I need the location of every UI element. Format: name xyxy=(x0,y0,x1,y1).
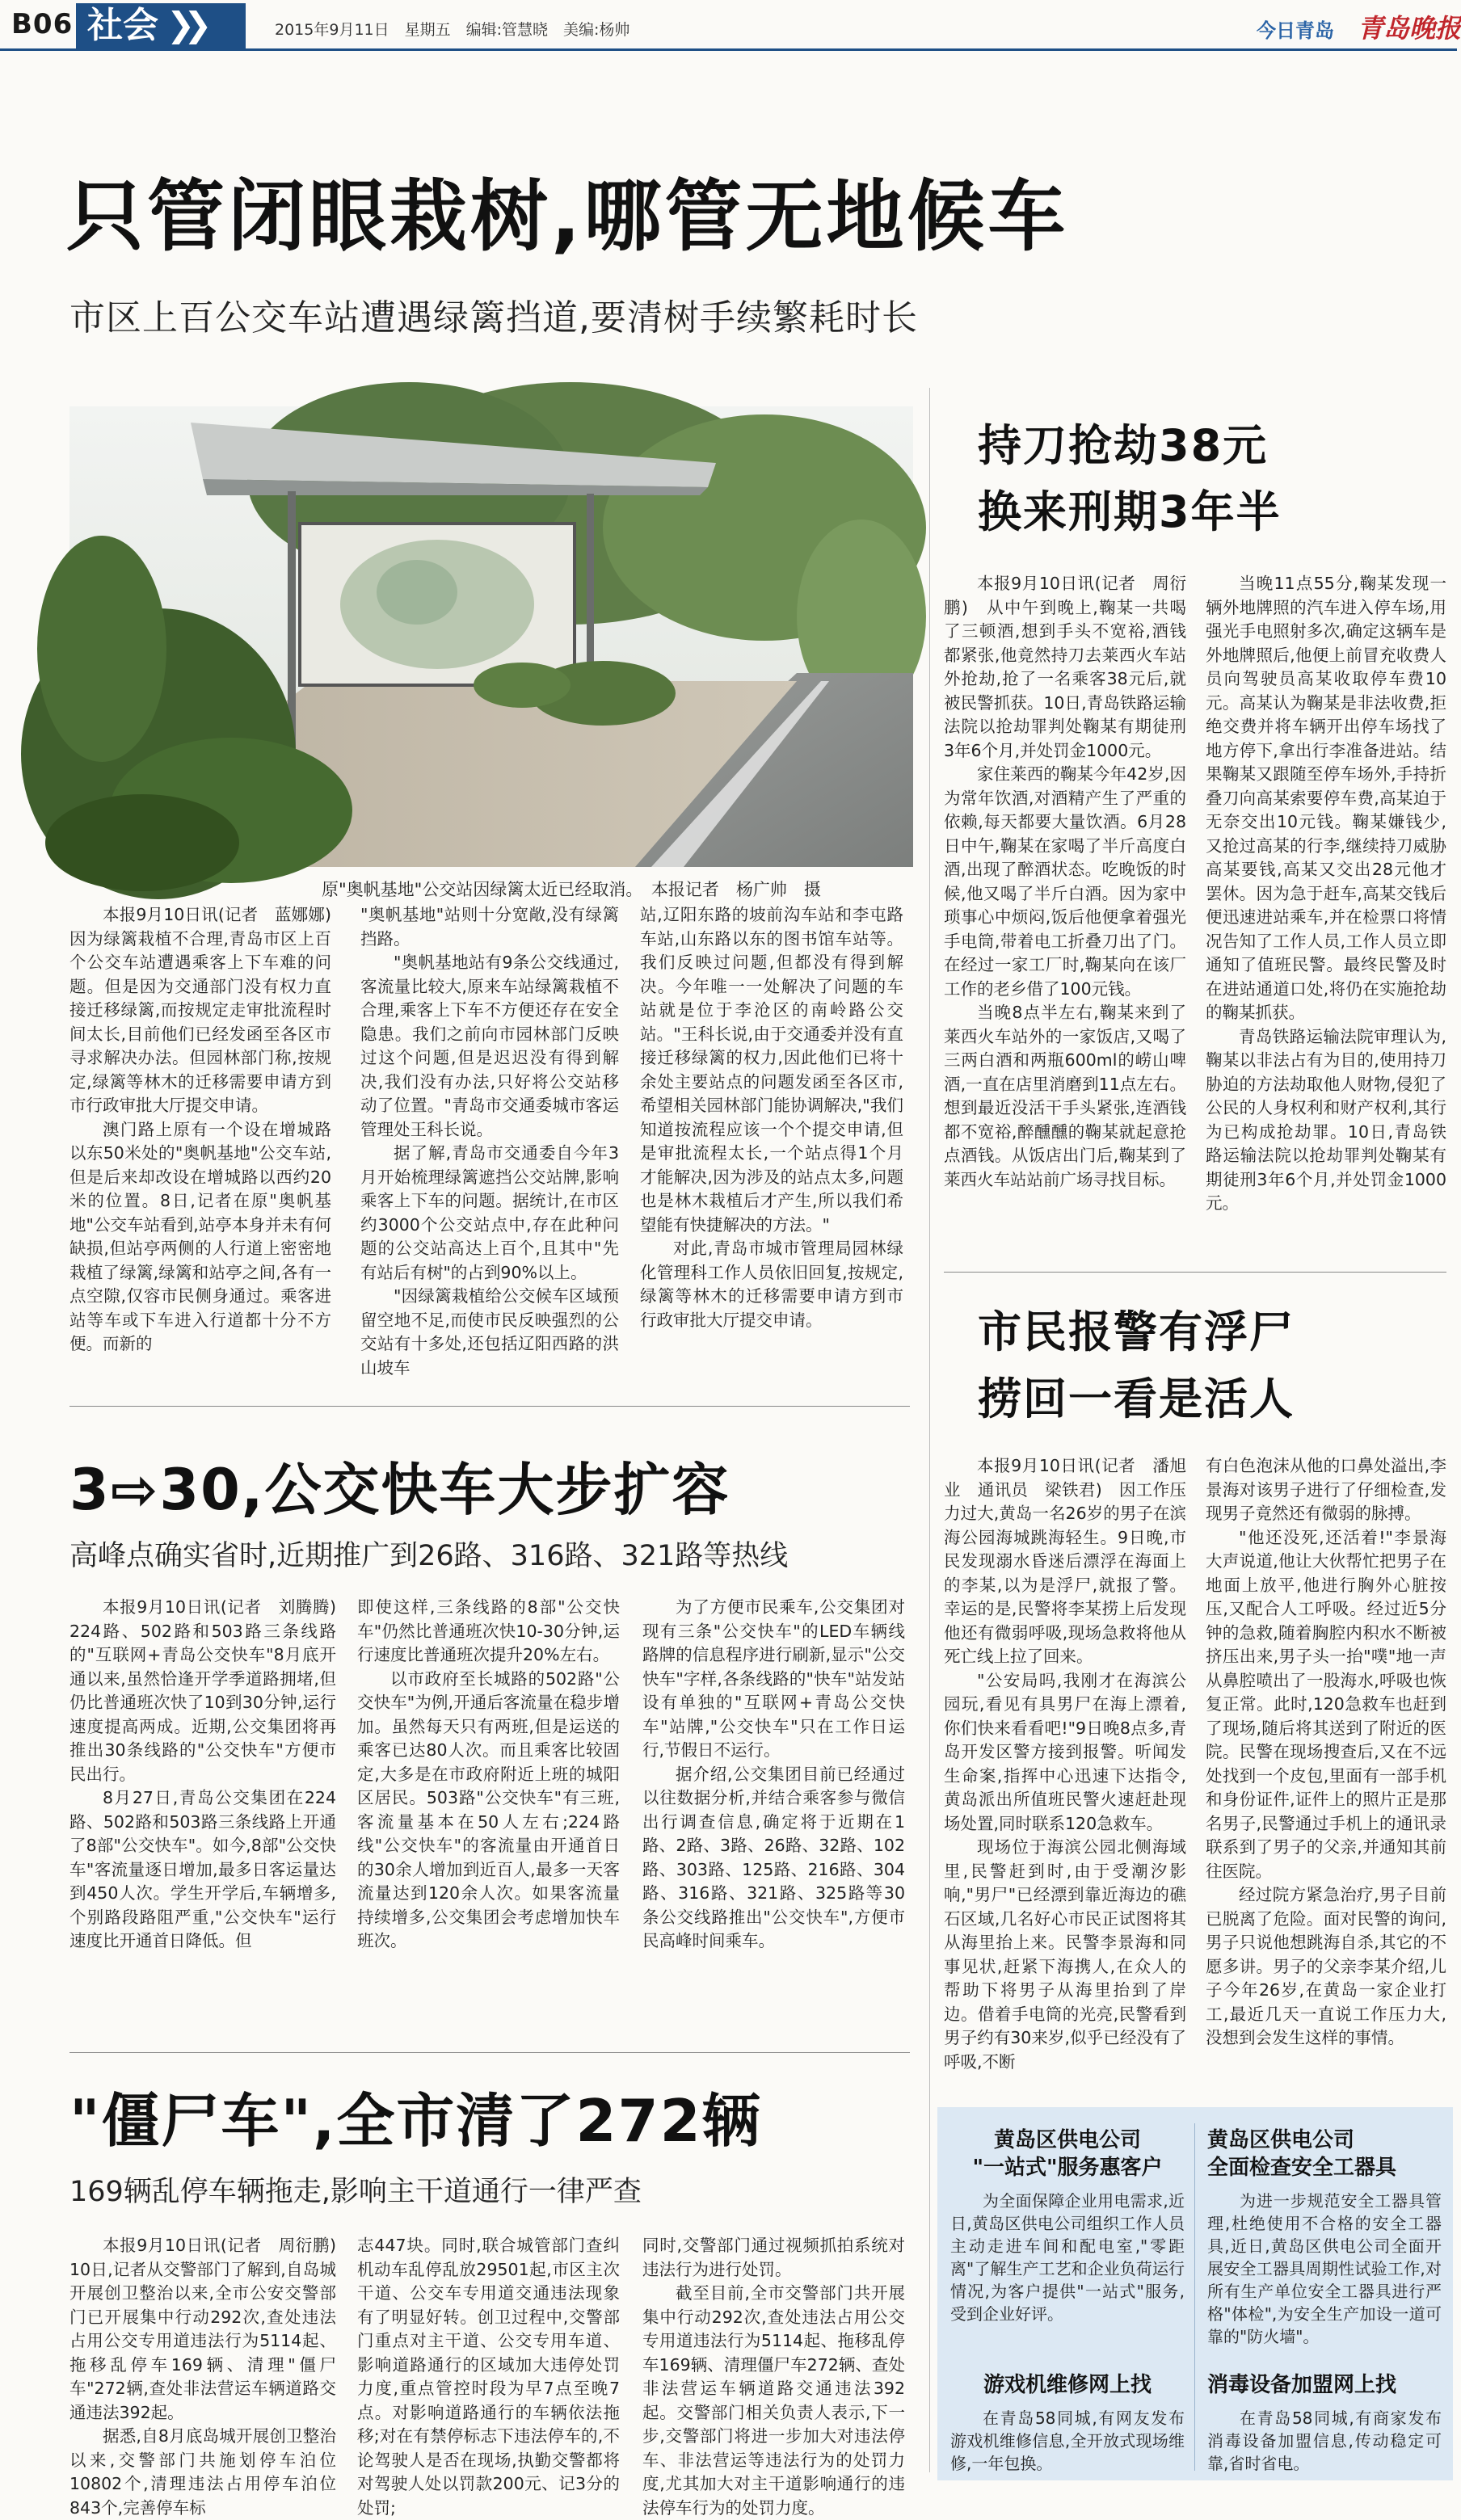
lead-para: "因绿篱栽植给公交候车区域预留空地不足,而使市民反映强烈的公交站有十多处,还包括辽阳西路的洪山坡车 xyxy=(360,1286,619,1378)
masthead-rule xyxy=(0,48,1457,51)
brief-title: 全面检查安全工器具 xyxy=(1207,2156,1397,2180)
brief-body: 为全面保障企业用电需求,近日,黄岛区供电公司组织工作人员主动走进车间和配电室,"零距离"了解生产工艺和企业负荷运行情况,为客户提供"一站式"服务,受到企业好评。 xyxy=(950,2191,1185,2324)
lead-col-3 xyxy=(640,903,903,1364)
floating-col-2 xyxy=(1206,1454,1446,2093)
lead-para: "奥帆基地"站则十分宽敞,没有绿篱挡路。 xyxy=(360,905,619,949)
zombie-para: 本报9月10日讯(记者 周衍鹏) 10日,记者从交警部门了解到,自岛城开展创卫整治以来,全市公安交警部门已开展集中行动292次,查处违法占用公交专用道违法行为5114起、拖移乱停车169辆、清理"僵尸车"272辆,查处非法营运车辆道路交通违法392起。 xyxy=(69,2236,353,2422)
lead-para: 据了解,青岛市交通委自今年3月开始梳理绿篱遮挡公交站牌,影响乘客上下车的问题。据统计,在市区约3000个公交站点中,存在此种问题的公交站高达上百个,且其中"先有站后有树"的占到90%以上。 xyxy=(360,1143,619,1282)
brief-body: 在青岛58同城,有网友发布游戏机维修信息,全开放式现场维修,一年包换。 xyxy=(950,2409,1185,2473)
knife-headline-line2: 换来刑期3年半 xyxy=(978,486,1282,537)
floating-para: 有白色泡沫从他的口鼻处溢出,李景海对该男子进行了仔细检查,发现男子竟然还有微弱的脉搏。 xyxy=(1206,1456,1446,1523)
brief-title: 黄岛区供电公司 xyxy=(1207,2128,1355,2152)
floating-headline-line1: 市民报警有浮尸 xyxy=(978,1306,1295,1357)
brief-title: 游戏机维修网上找 xyxy=(983,2373,1152,2397)
paper-tag: 今日青岛 xyxy=(1257,19,1334,42)
brief-body: 在青岛58同城,有商家发布消毒设备加盟信息,传动稳定可靠,省时省电。 xyxy=(1207,2409,1442,2473)
lead-col-2 xyxy=(360,903,619,1378)
zombie-subhead: 169辆乱停车辆拖走,影响主干道通行一律严查 xyxy=(69,2176,642,2208)
section-rule xyxy=(69,1406,910,1407)
zombie-col-3 xyxy=(642,2234,905,2518)
brief-title: 黄岛区供电公司 xyxy=(993,2128,1141,2152)
zombie-para: 同时,交警部门通过视频抓拍系统对违法行为进行处罚。 xyxy=(642,2236,905,2279)
knife-headline-line1: 持刀抢劫38元 xyxy=(978,420,1269,471)
zombie-para: 志447块。同时,联合城管部门查纠机动车乱停乱放29501起,市区主次干道、公交车专用道交通违法现象有了明显好转。创卫过程中,交警部门重点对主干道、公交专用车道、影响道路通行的区域加大违停处罚力度,重点管控时段为早7点至晚7点。对影响道路通行的车辆依法拖移;对在有禁停标志下违法停车的,不论驾驶人是否在现场,执勤交警都将对驾驶人处以罚款200元、记3分的处罚; xyxy=(357,2236,620,2518)
brief-item xyxy=(950,2371,1185,2475)
knife-col-1 xyxy=(944,572,1186,1332)
knife-para: 青岛铁路运输法院审理认为,鞠某以非法占有为目的,使用持刀胁迫的方法劫取他人财物,侵犯了公民的人身权利和财产权利,其行为已构成抢劫罪。10日,青岛铁路运输法院以抢劫罪判处鞠某有期徒刑3年6个月,并处罚金1000元。 xyxy=(1206,1026,1446,1213)
lead-para: "奥帆基地站有9条公交线通过,客流量比较大,原来车站绿篱栽植不合理,乘客上下车不方便还存在安全隐患。我们之前向市园林部门反映过这个问题,但是迟迟没有得到解决,我们没有办法,只好将公交站移动了位置。"青岛市交通委城市客运管理处王科长说。 xyxy=(360,953,619,1139)
lead-subhead: 市区上百公交车站遭遇绿篱挡道,要清树手续繁耗时长 xyxy=(69,297,918,339)
bus-para: 以市政府至长城路的502路"公交快车"为例,开通后客流量在稳步增加。虽然每天只有两班,但是运送的乘客已达80人次。而且乘客比较固定,大多是在市政府附近上班的城阳区居民。503路"公交快车"有三班,客流量基本在50人左右;224路线"公交快车"的客流量由开通首日的30余人增加到近百人,最多一天客流量达到120余人次。如果客流量持续增多,公交集团会考虑增加快车班次。 xyxy=(357,1668,620,1950)
knife-para: 当晚8点半左右,鞠某来到了莱西火车站外的一家饭店,又喝了三两白酒和两瓶600ml的崂山啤酒,一直在店里消磨到11点左右。想到最近没活干手头紧张,连酒钱都不宽裕,醉醺醺的鞠某就起意抢点酒钱。从饭店出门后,鞠某到了莱西火车站站前广场寻找目标。 xyxy=(944,1003,1186,1189)
bus-para: 本报9月10日讯(记者 刘腾腾) 224路、502路和503路三条线路的"互联网+青岛公交快车"8月底开通以来,虽然恰逢开学季道路拥堵,但仍比普通班次快了10到30分钟,运行速度提高两成。近期,公交集团将再推出30条线路的"公交快车"方便市民出行。 xyxy=(69,1597,353,1784)
knife-para: 当晚11点55分,鞠某发现一辆外地牌照的汽车进入停车场,用强光手电照射多次,确定这辆车是外地牌照后,他便上前冒充收费人员向驾驶员高某收取停车费10元。高某认为鞠某是非法收费,拒绝交费并将车辆开出停车场找了地方停下,拿出行李准备进站。结果鞠某又跟随至停车场外,手持折叠刀向高某索要停车费,高某迫于无奈交出10元钱。鞠某嫌钱少,又抢过高某的行李,继续持刀威胁高某要钱,高某又交出28元他才罢休。因为急于赶车,高某交钱后便迅速进站乘车,并在检票口将情况告知了工作人员,工作人员立即通知了值班民警。最终民警及时在进站通道口处,将仍在实施抢劫的鞠某抓获。 xyxy=(1206,574,1446,1022)
floating-para: 本报9月10日讯(记者 潘旭业 通讯员 梁铁君) 因工作压力过大,黄岛一名26岁的男子在滨海公园海城跳海轻生。9日晚,市民发现溺水昏迷后漂浮在海面上的李某,以为是浮尸,就报了警。幸运的是,民警将李某捞上后发现他还有微弱呼吸,现场急救将他从死亡线上拉了回来。 xyxy=(944,1456,1186,1666)
bus-col-1 xyxy=(69,1596,353,2032)
knife-para: 本报9月10日讯(记者 周衍鹏) 从中午到晚上,鞠某一共喝了三顿酒,想到手头不宽裕,酒钱都紧张,他竟然持刀去莱西火车站外抢劫,抢了一名乘客38元后,就被民警抓获。10日,青岛铁路运输法院以抢劫罪判处鞠某有期徒刑3年6个月,并处罚金1000元。 xyxy=(944,574,1186,760)
zombie-col-2 xyxy=(357,2234,620,2518)
zombie-headline: "僵尸车",全市清了272辆 xyxy=(69,2087,762,2155)
floating-para: 现场位于海滨公园北侧海域里,民警赶到时,由于受潮汐影响,"男尸"已经漂到靠近海边的礁石区域,几名好心市民正试图将其从海里抬上来。民警李景海和同事见状,赶紧下海携人,在众人的帮助下将男子从海里抬到了岸边。借着手电筒的光亮,民警看到男子约有30来岁,似乎已经没有了呼吸,不断 xyxy=(944,1837,1186,2072)
lead-col-1 xyxy=(69,903,348,1364)
lead-para: 本报9月10日讯(记者 蓝娜娜) 因为绿篱栽植不合理,青岛市区上百个公交车站遭遇乘客上下车难的问题。但是因为交通部门没有权力直接迁移绿篱,而按规定走审批流程时间太长,目前他们已经发函至各区市寻求解决办法。但园林部门称,按规定,绿篱等林木的迁移需要申请方到市行政审批大厅提交申请。 xyxy=(69,905,348,1115)
section-tag xyxy=(76,3,246,48)
photo-caption: 原"奥帆基地"公交站因绿篱太近已经取消。 本报记者 杨广帅 摄 xyxy=(322,880,821,899)
bus-subhead: 高峰点确实省时,近期推广到26路、316路、321路等热线 xyxy=(69,1540,789,1572)
floating-para: "他还没死,还活着!"李景海大声说道,他让大伙帮忙把男子在地面上放平,他进行胸外心脏按压,又配合人工呼吸。经过近5分钟的急救,随着胸腔内积水不断被挤压出来,男子头一抬"噗"地一声从鼻腔喷出了一股海水,呼吸也恢复正常。此时,120急救车也赶到了现场,随后将其送到了附近的医院。民警在现场搜查后,又在不远处找到一个皮包,里面有一部手机和身份证件,证件上的照片正是那名男子,民警通过手机上的通讯录联系到了男子的父亲,并通知其前往医院。 xyxy=(1206,1527,1446,1881)
zombie-col-1 xyxy=(69,2234,353,2518)
column-divider xyxy=(929,388,930,2472)
chevron-right-icon: ❯❯ xyxy=(166,5,201,44)
bus-stop-photo xyxy=(69,406,913,867)
knife-col-2 xyxy=(1206,572,1446,1332)
zombie-para: 截至目前,全市交警部门共开展集中行动292次,查处违法占用公交专用道违法行为5114起、拖移乱停车169辆、清理僵尸车272辆、查处非法营运车辆道路交通违法392起。交警部门相关负责人表示,下一步,交警部门将进一步加大对违法停车、非法营运等违法行为的处罚力度,尤其加大对主干道影响通行的违法停车行为的处罚力度。 xyxy=(642,2283,905,2518)
floating-para: 经过院方紧急治疗,男子目前已脱离了危险。面对民警的询问,男子只说他想跳海自杀,其它的不愿多讲。男子的父亲李某介绍,儿子今年26岁,在黄岛一家企业打工,最近几天一直说工作压力大,没想到会发生这样的事情。 xyxy=(1206,1885,1446,2047)
bus-headline: 3⇨30,公交快车大步扩容 xyxy=(69,1457,730,1523)
section-rule xyxy=(69,2052,910,2053)
bus-para: 据介绍,公交集团目前已经通过以往数据分析,并结合乘客参与微信出行调查信息,确定将于近期在1路、2路、3路、26路、32路、102路、303路、125路、216路、304路、316路、321路、325路等30条公交线路推出"公交快车",方便市民高峰时间乘车。 xyxy=(642,1764,905,1950)
brief-body: 为进一步规范安全工器具管理,杜绝使用不合格的安全工器具,近日,黄岛区供电公司全面开展安全工器具周期性试验工作,对所有生产单位安全工器具进行严格"体检",为安全生产加设一道可靠的"防火墙"。 xyxy=(1207,2191,1442,2346)
floating-headline-line2: 捞回一看是活人 xyxy=(978,1374,1295,1424)
masthead xyxy=(0,0,1461,50)
bus-col-2 xyxy=(357,1596,620,2032)
page-number: B06 xyxy=(11,8,74,40)
date-line: 2015年9月11日 星期五 编辑:管慧晓 美编:杨帅 xyxy=(275,21,630,39)
bus-para: 即使这样,三条线路的8部"公交快车"仍然比普通班次快10-30分钟,运行速度比普通班次提升20%左右。 xyxy=(357,1597,620,1664)
briefs-divider xyxy=(1194,2123,1195,2471)
lead-para: 澳门路上原有一个设在增城路以东50米处的"奥帆基地"公交车站,但是后来却改设在增城路以西约20米的位置。8日,记者在原"奥帆基地"公交车站看到,站亭本身并未有何缺损,但站亭两侧的人行道上密密地栽植了绿篱,绿篱和站亭之间,各有一点空隙,仅容市民侧身通过。乘客进站等车或下车进入行道都十分不方便。而新的 xyxy=(69,1119,331,1353)
floating-para: "公安局吗,我刚才在海滨公园玩,看见有具男尸在海上漂着,你们快来看看吧!"9日晚8点多,青岛开发区警方接到报警。听闻发生命案,指挥中心迅速下达指令,黄岛派出所值班民警火速赶赴现场处置,同时联系120急救车。 xyxy=(944,1670,1186,1833)
knife-para: 家住莱西的鞠某今年42岁,因为常年饮酒,对酒精产生了严重的依赖,每天都要大量饮酒。6月28日中午,鞠某在家喝了半斤高度白酒,出现了醉酒状态。吃晚饭的时候,他又喝了半斤白酒。因为家中琐事心中烦闷,饭后他便拿着强光手电筒,带着电工折叠刀出了门。在经过一家工厂时,鞠某向在该厂工作的老乡借了100元钱。 xyxy=(944,764,1186,999)
section-rule xyxy=(944,1272,1446,1273)
newspaper-logo: 青岛晚报 xyxy=(1358,13,1461,44)
lead-para: 站,辽阳东路的坡前沟车站和李屯路车站,山东路以东的图书馆车站等。我们反映过问题,但都没有得到解决。今年唯一一处解决了问题的车站就是位于李沧区的南岭路公交站。"王科长说,由于交通委并没有直接迁移绿篱的权力,因此他们已将十余处主要站点的问题发函至各区市,希望相关园林部门能协调解决,"我们知道按流程应该一个个提交申请,但是审批流程太长,一个站点得1个月才能解决,因为涉及的站点太多,问题也是林木栽植后才产生,所以我们希望能有快捷解决的方法。" xyxy=(640,905,903,1235)
brief-title: 消毒设备加盟网上找 xyxy=(1207,2373,1397,2397)
section-label: 社会 xyxy=(87,5,158,46)
floating-col-1 xyxy=(944,1454,1186,2093)
brief-item xyxy=(1207,2371,1442,2475)
brief-item xyxy=(1207,2127,1442,2348)
lead-headline: 只管闭眼栽树,哪管无地候车 xyxy=(66,171,1069,262)
brief-title: "一站式"服务惠客户 xyxy=(972,2156,1163,2180)
bus-para: 8月27日,青岛公交集团在224路、502路和503路三条线路上开通了8部"公交快车"。如今,8部"公交快车"客流量逐日增加,最多日客运量达到450人次。学生开学后,车辆增多,个别路段路阻严重,"公交快车"运行速度比开通首日降低。但 xyxy=(69,1788,336,1950)
lead-para: 对此,青岛市城市管理局园林绿化管理科工作人员依旧回复,按规定,绿篱等林木的迁移需要申请方到市行政审批大厅提交申请。 xyxy=(640,1239,903,1330)
brief-item xyxy=(950,2127,1185,2325)
zombie-para: 据悉,自8月底岛城开展创卫整治以来,交警部门共施划停车泊位10802个,清理违法占用停车泊位843个,完善停车标 xyxy=(69,2426,336,2518)
bus-para: 为了方便市民乘车,公交集团对现有三条"公交快车"的LED车辆线路牌的信息程序进行刷新,显示"公交快车"字样,各条线路的"快车"站发站设有单独的"互联网+青岛公交快车"站牌,"公交快车"只在工作日运行,节假日不运行。 xyxy=(642,1597,905,1760)
bus-col-3 xyxy=(642,1596,905,2032)
